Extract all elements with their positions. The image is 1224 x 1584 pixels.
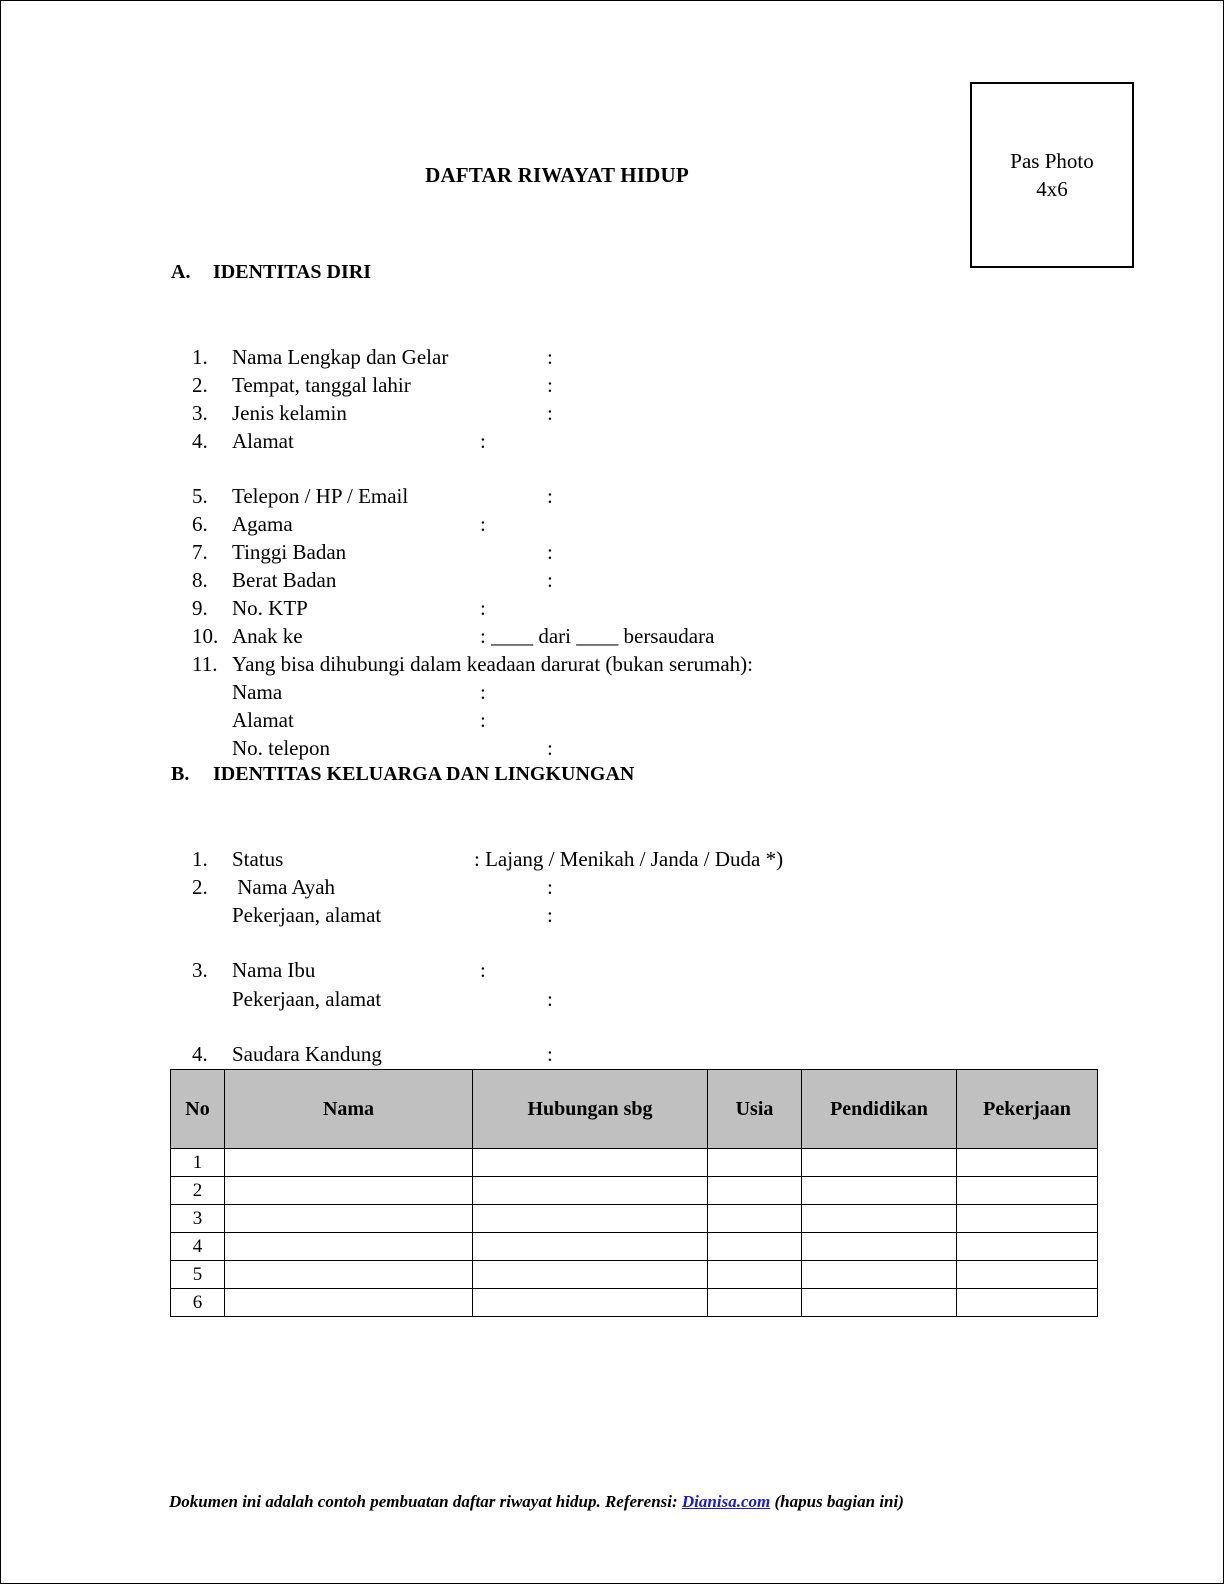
pas-photo-box — [970, 82, 1134, 268]
cell-hubungan[interactable] — [473, 1205, 708, 1233]
form-row-berat-badan — [171, 538, 553, 592]
cell-hubungan[interactable] — [473, 1289, 708, 1317]
row-label: Agama — [232, 512, 293, 536]
row-label: Pekerjaan, alamat — [232, 903, 382, 927]
table-header-pendidikan: Pendidikan — [802, 1070, 957, 1149]
form-row-tinggi-badan — [171, 510, 553, 564]
form-row-nama-lengkap — [171, 315, 553, 369]
row-colon: : — [547, 568, 553, 592]
form-row-saudara-kandung — [171, 1012, 553, 1066]
row-number: 11. — [192, 652, 218, 676]
section-a-letter: A. — [171, 261, 191, 283]
row-colon: : — [547, 345, 553, 369]
table-row — [171, 1205, 1098, 1233]
cell-pekerjaan[interactable] — [957, 1261, 1098, 1289]
row-colon: : — [547, 540, 553, 564]
cell-nama[interactable] — [225, 1177, 473, 1205]
form-row-tempat-tanggal-lahir — [171, 343, 553, 397]
form-row-nama-ibu — [171, 928, 486, 982]
row-colon: : — [547, 903, 553, 927]
row-label: Nama Ibu — [232, 958, 316, 982]
section-a-title: IDENTITAS DIRI — [213, 261, 372, 283]
row-number: 3. — [192, 958, 208, 982]
row-label: Status — [232, 847, 284, 871]
form-row-jenis-kelamin — [171, 371, 553, 425]
row-colon: : — [480, 429, 486, 453]
table-row — [171, 1149, 1098, 1177]
row-label: Saudara Kandung — [232, 1042, 382, 1066]
section-b-letter: B. — [171, 763, 190, 785]
row-label: Telepon / HP / Email — [232, 484, 409, 508]
saudara-kandung-table — [170, 1069, 1098, 1317]
form-row-telepon-hp-email — [171, 454, 553, 508]
row-number: 6. — [192, 512, 208, 536]
row-label: Jenis kelamin — [232, 401, 347, 425]
table-row — [171, 1233, 1098, 1261]
cell-pekerjaan[interactable] — [957, 1149, 1098, 1177]
cell-hubungan[interactable] — [473, 1233, 708, 1261]
table-row — [171, 1289, 1098, 1317]
cell-pendidikan[interactable] — [802, 1177, 957, 1205]
row-colon: : — [547, 484, 553, 508]
row-number: 1. — [192, 345, 208, 369]
cell-nama[interactable] — [225, 1205, 473, 1233]
cell-pekerjaan[interactable] — [957, 1177, 1098, 1205]
cell-usia[interactable] — [708, 1149, 802, 1177]
form-row-pekerjaan-alamat-ayah — [171, 873, 553, 927]
form-row-alamat — [171, 399, 486, 453]
pas-photo-label-line1: Pas Photo — [1010, 148, 1094, 173]
row-colon: : — [547, 875, 553, 899]
cell-usia[interactable] — [708, 1177, 802, 1205]
form-row-kontak-darurat-telepon — [171, 706, 553, 760]
cell-pekerjaan[interactable] — [957, 1233, 1098, 1261]
row-label: Tinggi Badan — [232, 540, 347, 564]
row-number: 2. — [192, 875, 208, 899]
row-colon: : — [480, 624, 486, 648]
row-label: Tempat, tanggal lahir — [232, 373, 411, 397]
footer-note — [169, 1492, 904, 1512]
row-colon: : — [480, 596, 486, 620]
cell-nama[interactable] — [225, 1233, 473, 1261]
table-header-row — [171, 1070, 1098, 1149]
row-colon: : — [480, 958, 486, 982]
pas-photo-label-line2: 4x6 — [1036, 177, 1068, 201]
cell-pekerjaan[interactable] — [957, 1205, 1098, 1233]
footer-reference-link[interactable]: Dianisa.com — [681, 1492, 771, 1511]
cell-no: 5 — [171, 1261, 225, 1289]
cell-pendidikan[interactable] — [802, 1149, 957, 1177]
form-row-kontak-darurat-alamat — [171, 678, 486, 732]
row-colon: : — [547, 736, 553, 760]
cell-no: 3 — [171, 1205, 225, 1233]
cell-nama[interactable] — [225, 1261, 473, 1289]
row-label: Alamat — [232, 708, 294, 732]
row-label: Pekerjaan, alamat — [232, 987, 382, 1011]
row-label: No. KTP — [232, 596, 308, 620]
form-row-nama-ayah — [171, 845, 553, 899]
cell-hubungan[interactable] — [473, 1177, 708, 1205]
row-colon: : — [547, 401, 553, 425]
cell-nama[interactable] — [225, 1289, 473, 1317]
cell-no: 6 — [171, 1289, 225, 1317]
cell-no: 2 — [171, 1177, 225, 1205]
cell-usia[interactable] — [708, 1261, 802, 1289]
row-colon: : — [480, 680, 486, 704]
section-heading-b — [171, 763, 634, 786]
row-colon: : — [547, 373, 553, 397]
cell-hubungan[interactable] — [473, 1149, 708, 1177]
row-number: 9. — [192, 596, 208, 620]
row-colon: : — [480, 512, 486, 536]
row-number: 8. — [192, 568, 208, 592]
row-value[interactable]: Lajang / Menikah / Janda / Duda *) — [485, 847, 784, 871]
row-number: 4. — [192, 1042, 208, 1066]
table-row — [171, 1261, 1098, 1289]
row-number: 10. — [192, 624, 219, 648]
cell-no: 1 — [171, 1149, 225, 1177]
cell-no: 4 — [171, 1233, 225, 1261]
row-number: 4. — [192, 429, 208, 453]
form-row-anak-ke — [171, 594, 715, 648]
row-label: Yang bisa dihubungi dalam keadaan darurat (bukan serumah): — [232, 652, 753, 676]
cell-nama[interactable] — [225, 1149, 473, 1177]
page-title: DAFTAR RIWAYAT HIDUP — [425, 163, 689, 187]
row-number: 1. — [192, 847, 208, 871]
form-row-pekerjaan-alamat-ibu — [171, 957, 553, 1011]
cell-hubungan[interactable] — [473, 1261, 708, 1289]
cell-pekerjaan[interactable] — [957, 1289, 1098, 1317]
cell-pendidikan[interactable] — [802, 1233, 957, 1261]
form-row-no-ktp — [171, 566, 486, 620]
table-header-pekerjaan: Pekerjaan — [957, 1070, 1098, 1149]
cell-usia[interactable] — [708, 1289, 802, 1317]
table-header-nama: Nama — [225, 1070, 473, 1149]
row-number: 3. — [192, 401, 208, 425]
cell-pendidikan[interactable] — [802, 1205, 957, 1233]
row-number: 7. — [192, 540, 208, 564]
row-colon: : — [480, 708, 486, 732]
row-label: Alamat — [232, 429, 294, 453]
row-label: Berat Badan — [232, 568, 337, 592]
section-heading-a — [171, 261, 371, 284]
cell-usia[interactable] — [708, 1205, 802, 1233]
cell-usia[interactable] — [708, 1233, 802, 1261]
table-row — [171, 1177, 1098, 1205]
form-row-agama — [171, 482, 486, 536]
footer-text-before: Dokumen ini adalah contoh pembuatan daftar riwayat hidup. Referensi: — [169, 1492, 682, 1511]
table-header-no: No — [171, 1070, 225, 1149]
form-row-kontak-darurat-nama — [171, 650, 486, 704]
section-b-title: IDENTITAS KELUARGA DAN LINGKUNGAN — [213, 763, 635, 785]
form-row-kontak-darurat-heading — [171, 622, 753, 676]
row-colon: : — [547, 1042, 553, 1066]
row-label: Nama Ayah — [232, 875, 336, 899]
cell-pendidikan[interactable] — [802, 1289, 957, 1317]
row-number: 2. — [192, 373, 208, 397]
row-colon: : — [547, 987, 553, 1011]
form-row-status — [171, 817, 784, 871]
row-colon: : — [474, 847, 480, 871]
table-header-usia: Usia — [708, 1070, 802, 1149]
row-label: Nama — [232, 680, 283, 704]
row-label: No. telepon — [232, 736, 330, 760]
footer-text-after: (hapus bagian ini) — [770, 1492, 904, 1511]
cell-pendidikan[interactable] — [802, 1261, 957, 1289]
row-label: Anak ke — [232, 624, 303, 648]
row-number: 5. — [192, 484, 208, 508]
row-value[interactable]: ____ dari ____ bersaudara — [491, 624, 715, 648]
table-header-hubungan: Hubungan sbg — [473, 1070, 708, 1149]
row-label: Nama Lengkap dan Gelar — [232, 345, 449, 369]
